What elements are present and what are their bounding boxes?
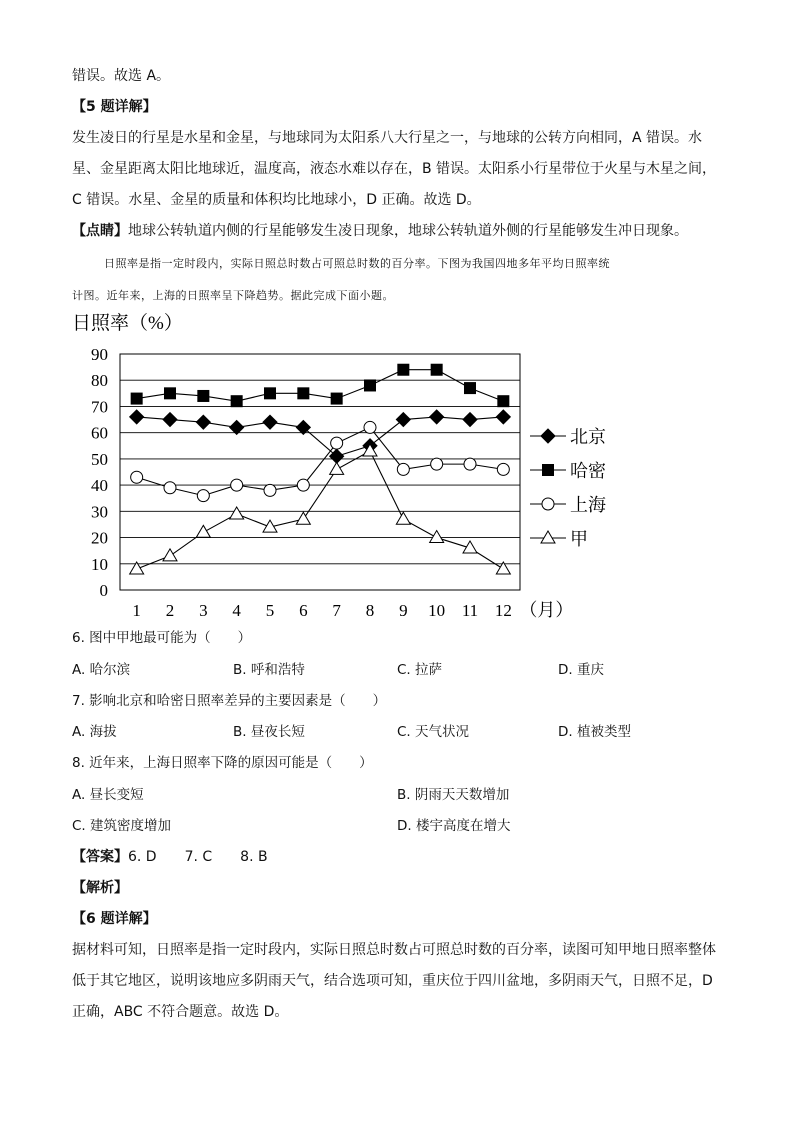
material-text: 日照率是指一定时段内，实际日照总时数占可照总时数的百分率。下图为我国四地多年平均日照率统	[104, 257, 610, 270]
data-point	[498, 396, 509, 407]
data-point	[298, 388, 309, 399]
option[interactable]: C. 拉萨	[397, 662, 443, 678]
data-point	[131, 393, 142, 404]
option[interactable]: D. 楼宇高度在增大	[397, 818, 511, 834]
answer-values: 6. D 7. C 8. B	[128, 849, 268, 865]
data-point	[130, 410, 144, 424]
data-point	[330, 462, 344, 474]
data-point	[163, 413, 177, 427]
y-tick-label: 30	[91, 502, 108, 522]
y-tick-label: 60	[91, 423, 108, 443]
y-tick-label: 80	[91, 371, 108, 391]
legend-marker	[543, 465, 554, 476]
y-tick-label: 0	[99, 581, 108, 600]
text-line: C 错误。水星、金星的质量和体积均比地球小，D 正确。故选 D。	[72, 192, 481, 208]
text-line: 据材料可知，日照率是指一定时段内，实际日照总时数占可照总时数的百分率，读图可知甲地日照率整体	[72, 942, 716, 958]
x-tick-label: 3	[199, 601, 208, 620]
data-point	[430, 531, 444, 543]
data-point	[163, 549, 177, 561]
data-point	[497, 463, 509, 475]
option[interactable]: C. 建筑密度增加	[72, 818, 172, 834]
data-point	[196, 415, 210, 429]
data-point	[198, 390, 209, 401]
data-point	[430, 410, 444, 424]
data-point	[365, 380, 376, 391]
data-point	[464, 458, 476, 470]
tip-line	[72, 221, 688, 241]
x-tick-label: 11	[461, 601, 479, 620]
x-tick-label: 4	[232, 601, 241, 620]
data-point	[164, 482, 176, 494]
question-stem: 8. 近年来，上海日照率下降的原因可能是（ ）	[72, 755, 373, 771]
section-header-q5: 【5 题详解】	[72, 99, 157, 115]
plot-frame	[120, 354, 520, 590]
data-point	[196, 525, 210, 537]
series-line	[137, 451, 504, 569]
answer-line	[72, 847, 268, 867]
option[interactable]: C. 天气状况	[397, 724, 470, 740]
legend-label: 哈密	[570, 461, 606, 481]
material-text: 计图。近年来，上海的日照率呈下降趋势。据此完成下面小题。	[72, 289, 394, 302]
legend-label: 上海	[570, 495, 606, 515]
y-tick-label: 10	[91, 554, 108, 574]
sunshine-rate-chart	[60, 308, 620, 620]
section-header-q6: 【6 题详解】	[72, 911, 157, 927]
text-line: 错误。故选 A。	[72, 68, 171, 84]
text-line: 发生凌日的行星是水星和金星，与地球同为太阳系八大行星之一，与地球的公转方向相同，A 错误。水	[72, 130, 703, 146]
option[interactable]: A. 昼长变短	[72, 787, 144, 803]
text-line: 星、金星距离太阳比地球近，温度高，液态水难以存在，B 错误。太阳系小行星带位于火星与木星之间，	[72, 161, 717, 177]
legend-marker	[542, 498, 554, 510]
data-point	[264, 484, 276, 496]
y-tick-label: 50	[91, 449, 108, 469]
data-point	[331, 437, 343, 449]
option[interactable]: A. 哈尔滨	[72, 662, 131, 678]
data-point	[398, 364, 409, 375]
x-tick-label: 6	[299, 601, 308, 620]
option[interactable]: B. 昼夜长短	[233, 724, 305, 740]
data-point	[231, 479, 243, 491]
data-point	[131, 471, 143, 483]
data-point	[396, 512, 410, 524]
y-axis-title: 日照率（%）	[72, 313, 183, 334]
text-line: 低于其它地区，说明该地应多阴雨天气，结合选项可知，重庆位于四川盆地，多阴雨天气，日照不足，D	[72, 973, 713, 989]
data-point	[397, 463, 409, 475]
series-line	[137, 417, 504, 456]
data-point	[263, 415, 277, 429]
y-tick-label: 40	[91, 476, 108, 496]
legend-label: 甲	[570, 529, 588, 549]
data-point	[296, 512, 310, 524]
tip-text: 地球公转轨道内侧的行星能够发生凌日现象，地球公转轨道外侧的行星能够发生冲日现象。	[128, 223, 688, 239]
legend-marker	[541, 429, 555, 443]
text-line: 正确，ABC 不符合题意。故选 D。	[72, 1004, 289, 1020]
x-tick-label: 10	[428, 601, 446, 620]
option[interactable]: D. 植被类型	[558, 724, 631, 740]
y-tick-label: 70	[91, 397, 108, 417]
tip-label: 【点睛】	[72, 223, 128, 239]
x-tick-label: 5	[265, 601, 275, 620]
data-point	[265, 388, 276, 399]
data-point	[331, 393, 342, 404]
option[interactable]: D. 重庆	[558, 662, 604, 678]
x-axis-unit: （月）	[519, 600, 574, 620]
legend-label: 北京	[570, 427, 606, 447]
question-stem: 7. 影响北京和哈密日照率差异的主要因素是（ ）	[72, 693, 387, 709]
x-tick-label: 8	[365, 601, 375, 620]
y-tick-label: 20	[91, 528, 108, 548]
option[interactable]: A. 海拔	[72, 724, 117, 740]
data-point	[165, 388, 176, 399]
data-point	[197, 490, 209, 502]
data-point	[431, 364, 442, 375]
data-point	[396, 413, 410, 427]
data-point	[230, 507, 244, 519]
data-point	[431, 458, 443, 470]
data-point	[465, 383, 476, 394]
data-point	[364, 421, 376, 433]
data-point	[231, 396, 242, 407]
series-line	[137, 370, 504, 401]
y-tick-label: 90	[91, 345, 108, 364]
data-point	[463, 413, 477, 427]
option[interactable]: B. 呼和浩特	[233, 662, 305, 678]
data-point	[496, 410, 510, 424]
legend-marker	[541, 531, 555, 543]
question-stem: 6. 图中甲地最可能为（ ）	[72, 630, 252, 646]
x-tick-label: 1	[132, 601, 141, 620]
x-tick-label: 9	[399, 601, 408, 620]
x-tick-label: 7	[332, 601, 341, 620]
answer-label: 【答案】	[72, 849, 128, 865]
option[interactable]: B. 阴雨天天数增加	[397, 787, 510, 803]
x-tick-label: 12	[494, 601, 512, 620]
data-point	[297, 479, 309, 491]
x-tick-label: 2	[165, 601, 175, 620]
analysis-label: 【解析】	[72, 880, 128, 896]
